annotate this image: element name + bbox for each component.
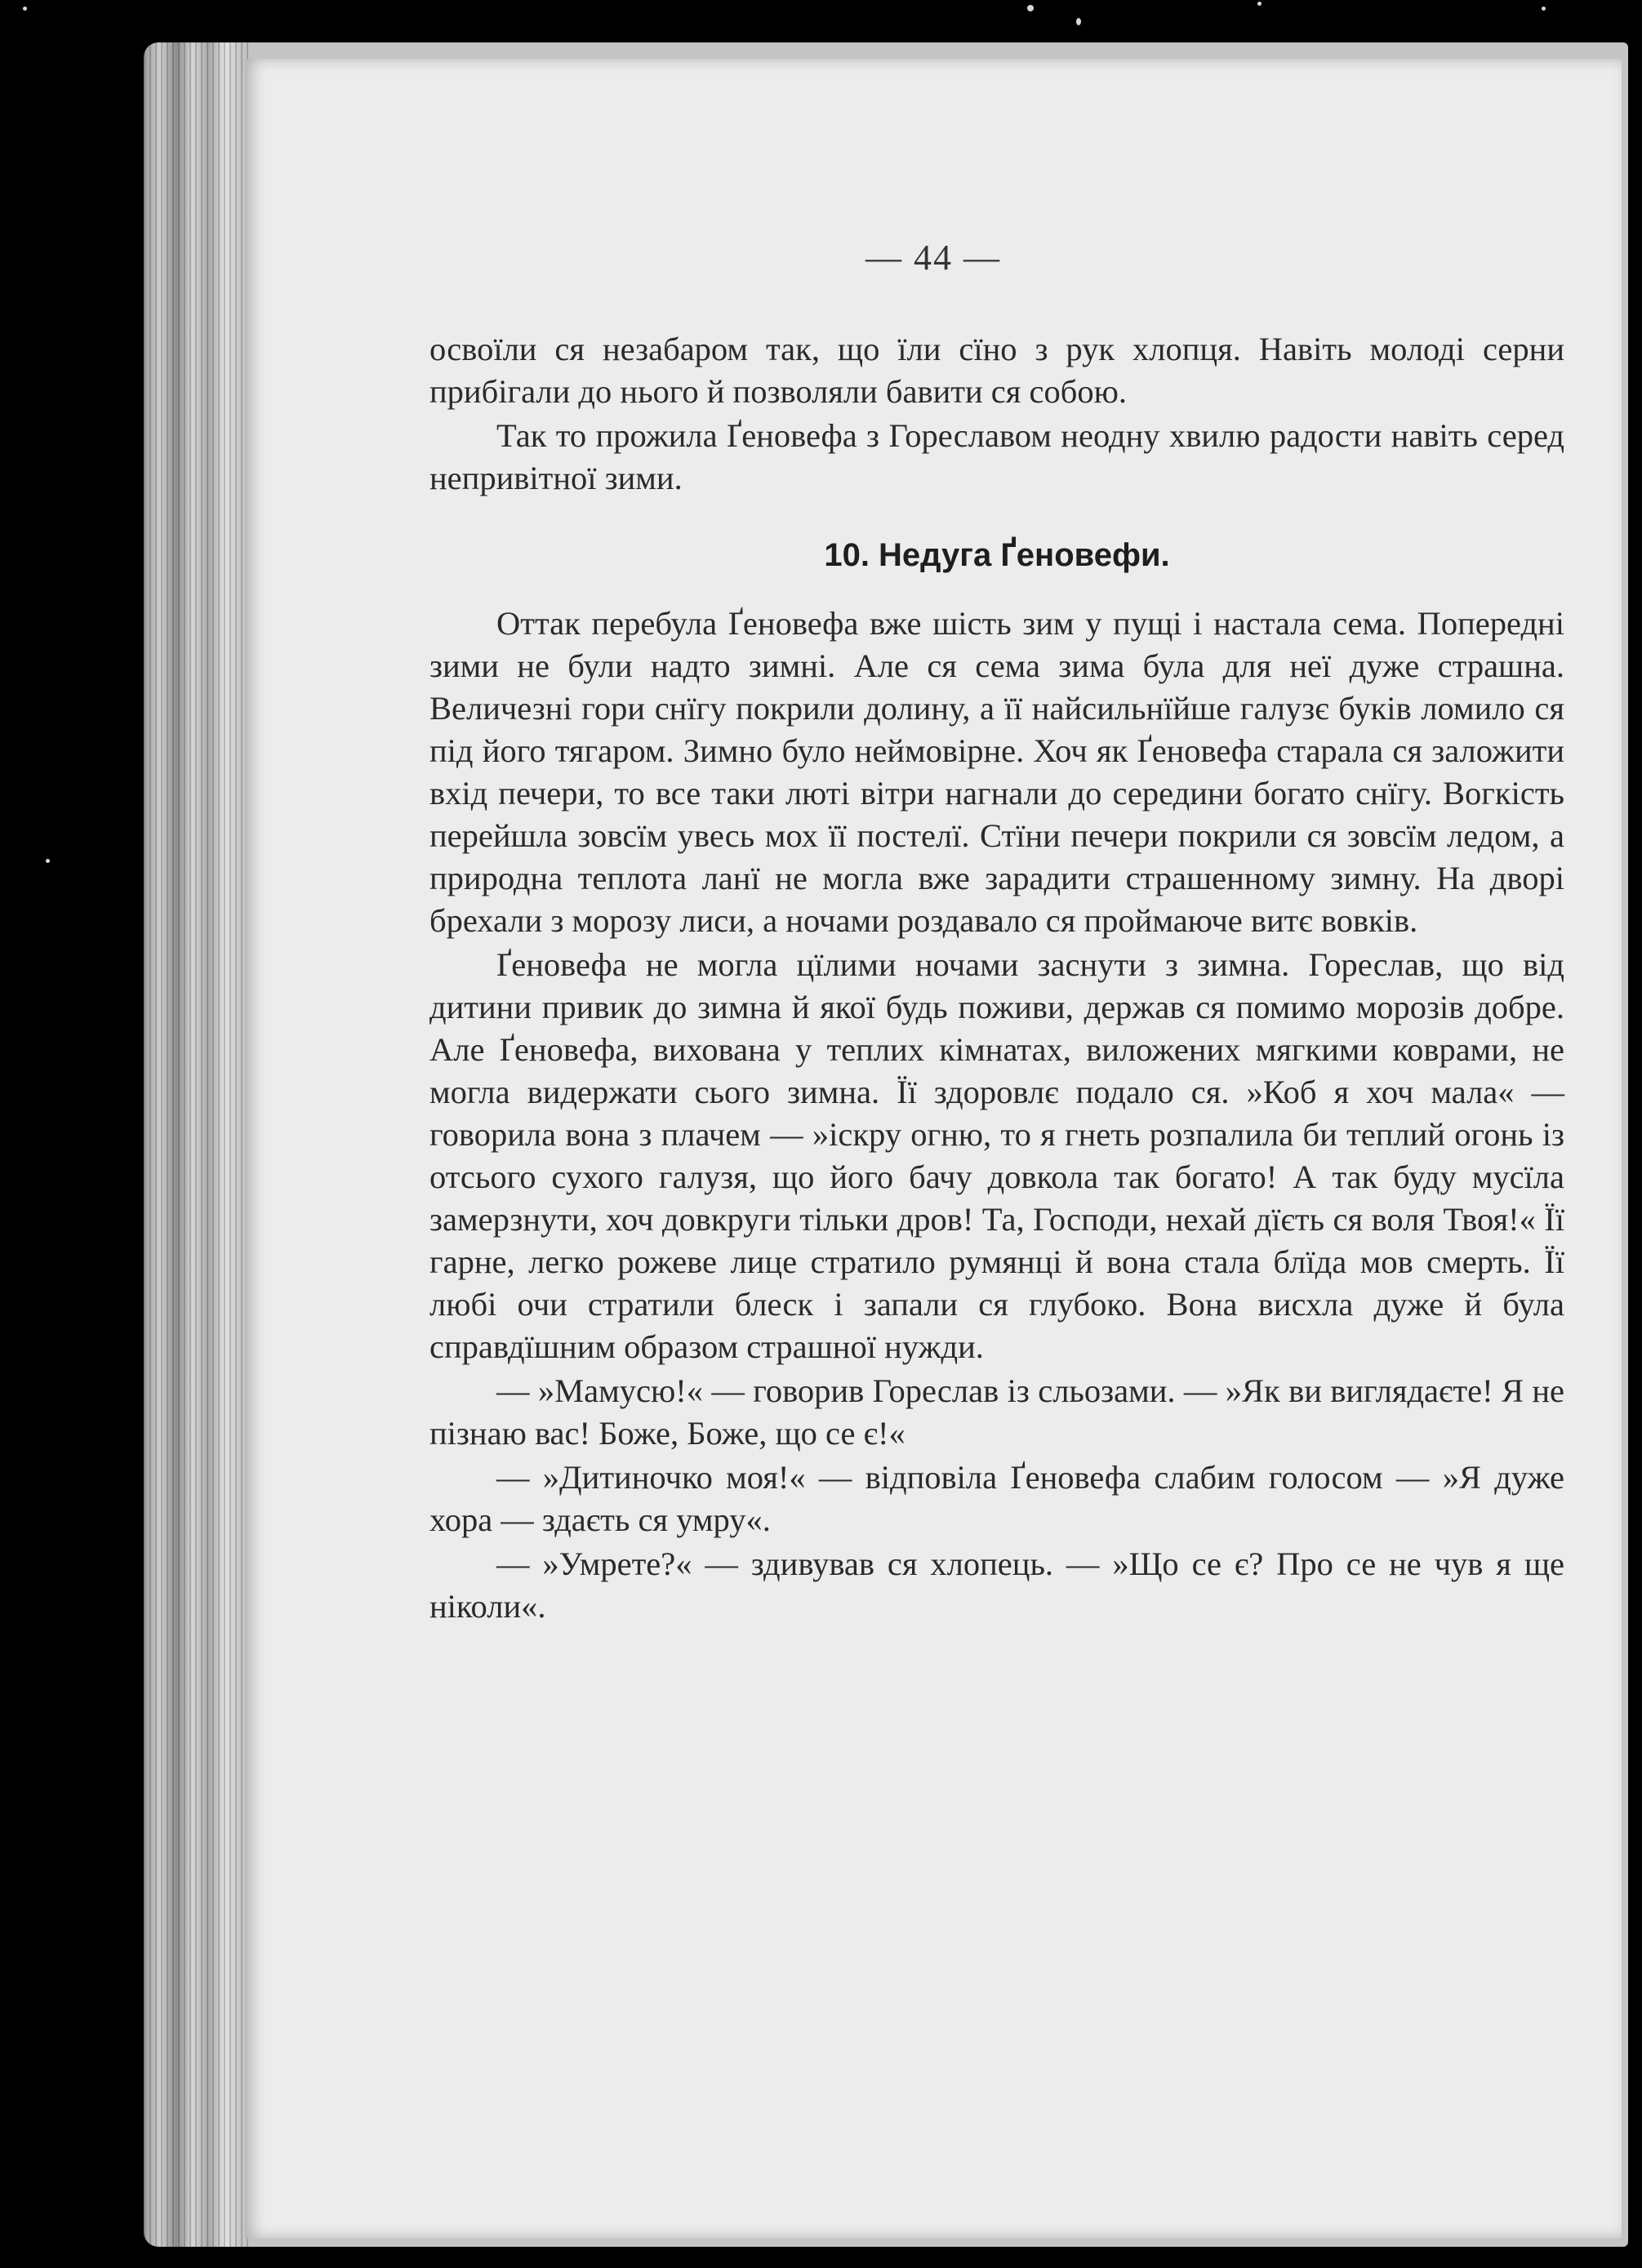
paragraph: Ґеновефа не могла цїлими ночами заснути з зимна. Гореслав, що від дитини привик до зимна й якої будь поживи, держав ся помимо морозів добре. Але Ґеновефа, вихована у теплих кімнатах, виложених мягкими коврами, не могла видержати сього зимна. Її здоровлє подало ся. »Коб я хоч мала« — говорила вона з плачем — »іскру огню, то я гнеть розпалила би теплий огонь із отсього сухого галузя, що його бачу довкола так богато! А так буду мусїла замерзнути, хоч довкруги тільки дров! Та, Господи, нехай дїєть ся воля Твоя!« Її гарне, легко рожеве лице стратило румянці й вона стала блїда мов смерть. Її любі очи стратили блеск і запали ся глубоко. Вона висхла дуже й була справдїшним образом страшної нужди. (429, 946, 1564, 1365)
paragraph: Оттак перебула Ґеновефа вже шість зим у пущі і настала сема. Попередні зими не були надто зимні. Але ся сема зима була для неї дуже страшна. Величезні гори снїгу покрили долину, а її найсильнїйше галузє буків ломило ся під його тягаром. Зимно було неймовірне. Хоч як Ґеновефа старала ся заложити вхід печери, то все таки люті вітри нагнали до середини богато снїгу. Вогкість перейшла зовсїм увесь мох її постелї. Стїни печери покрили ся зовсїм ледом, а природна теплота ланї не могла вже зарадити страшенному зимну. На дворі брехали з морозу лиси, а ночами роздавало ся проймаюче витє вовків. (429, 605, 1564, 939)
paragraph-continuation: освоїли ся незабаром так, що їли сїно з рук хлопця. Навіть молоді серни прибігали до нього й позволяли бавити ся собою. (429, 331, 1564, 410)
dialogue-paragraph: — »Мамусю!« — говорив Гореслав із сльозами. — »Як ви виглядаєте! Я не пізнаю вас! Боже, Боже, що се є!« (429, 1372, 1564, 1452)
film-speck (1027, 5, 1034, 11)
film-speck (1542, 7, 1546, 11)
page-text (429, 328, 1564, 1630)
book-page (245, 59, 1622, 2239)
page-edge-texture (144, 42, 250, 2247)
dialogue-paragraph: — »Умрете?« — здивував ся хлопець. — »Що се є? Про се не чув я ще ніколи«. (429, 1545, 1564, 1625)
dialogue-paragraph: — »Дитиночко моя!« — відповіла Ґеновефа слабим голосом — »Я дуже хора — здаєть ся умру«. (429, 1459, 1564, 1538)
film-speck (1076, 18, 1081, 25)
film-speck (46, 859, 50, 863)
section-heading: 10. Недуга Ґеновефи. (824, 537, 1170, 573)
film-speck (1257, 2, 1262, 6)
paragraph: Так то прожила Ґеновефа з Гореславом неодну хвилю радости навіть серед непривітної зими. (429, 417, 1564, 496)
film-speck (23, 7, 27, 11)
page-number: — 44 — (865, 238, 1001, 278)
